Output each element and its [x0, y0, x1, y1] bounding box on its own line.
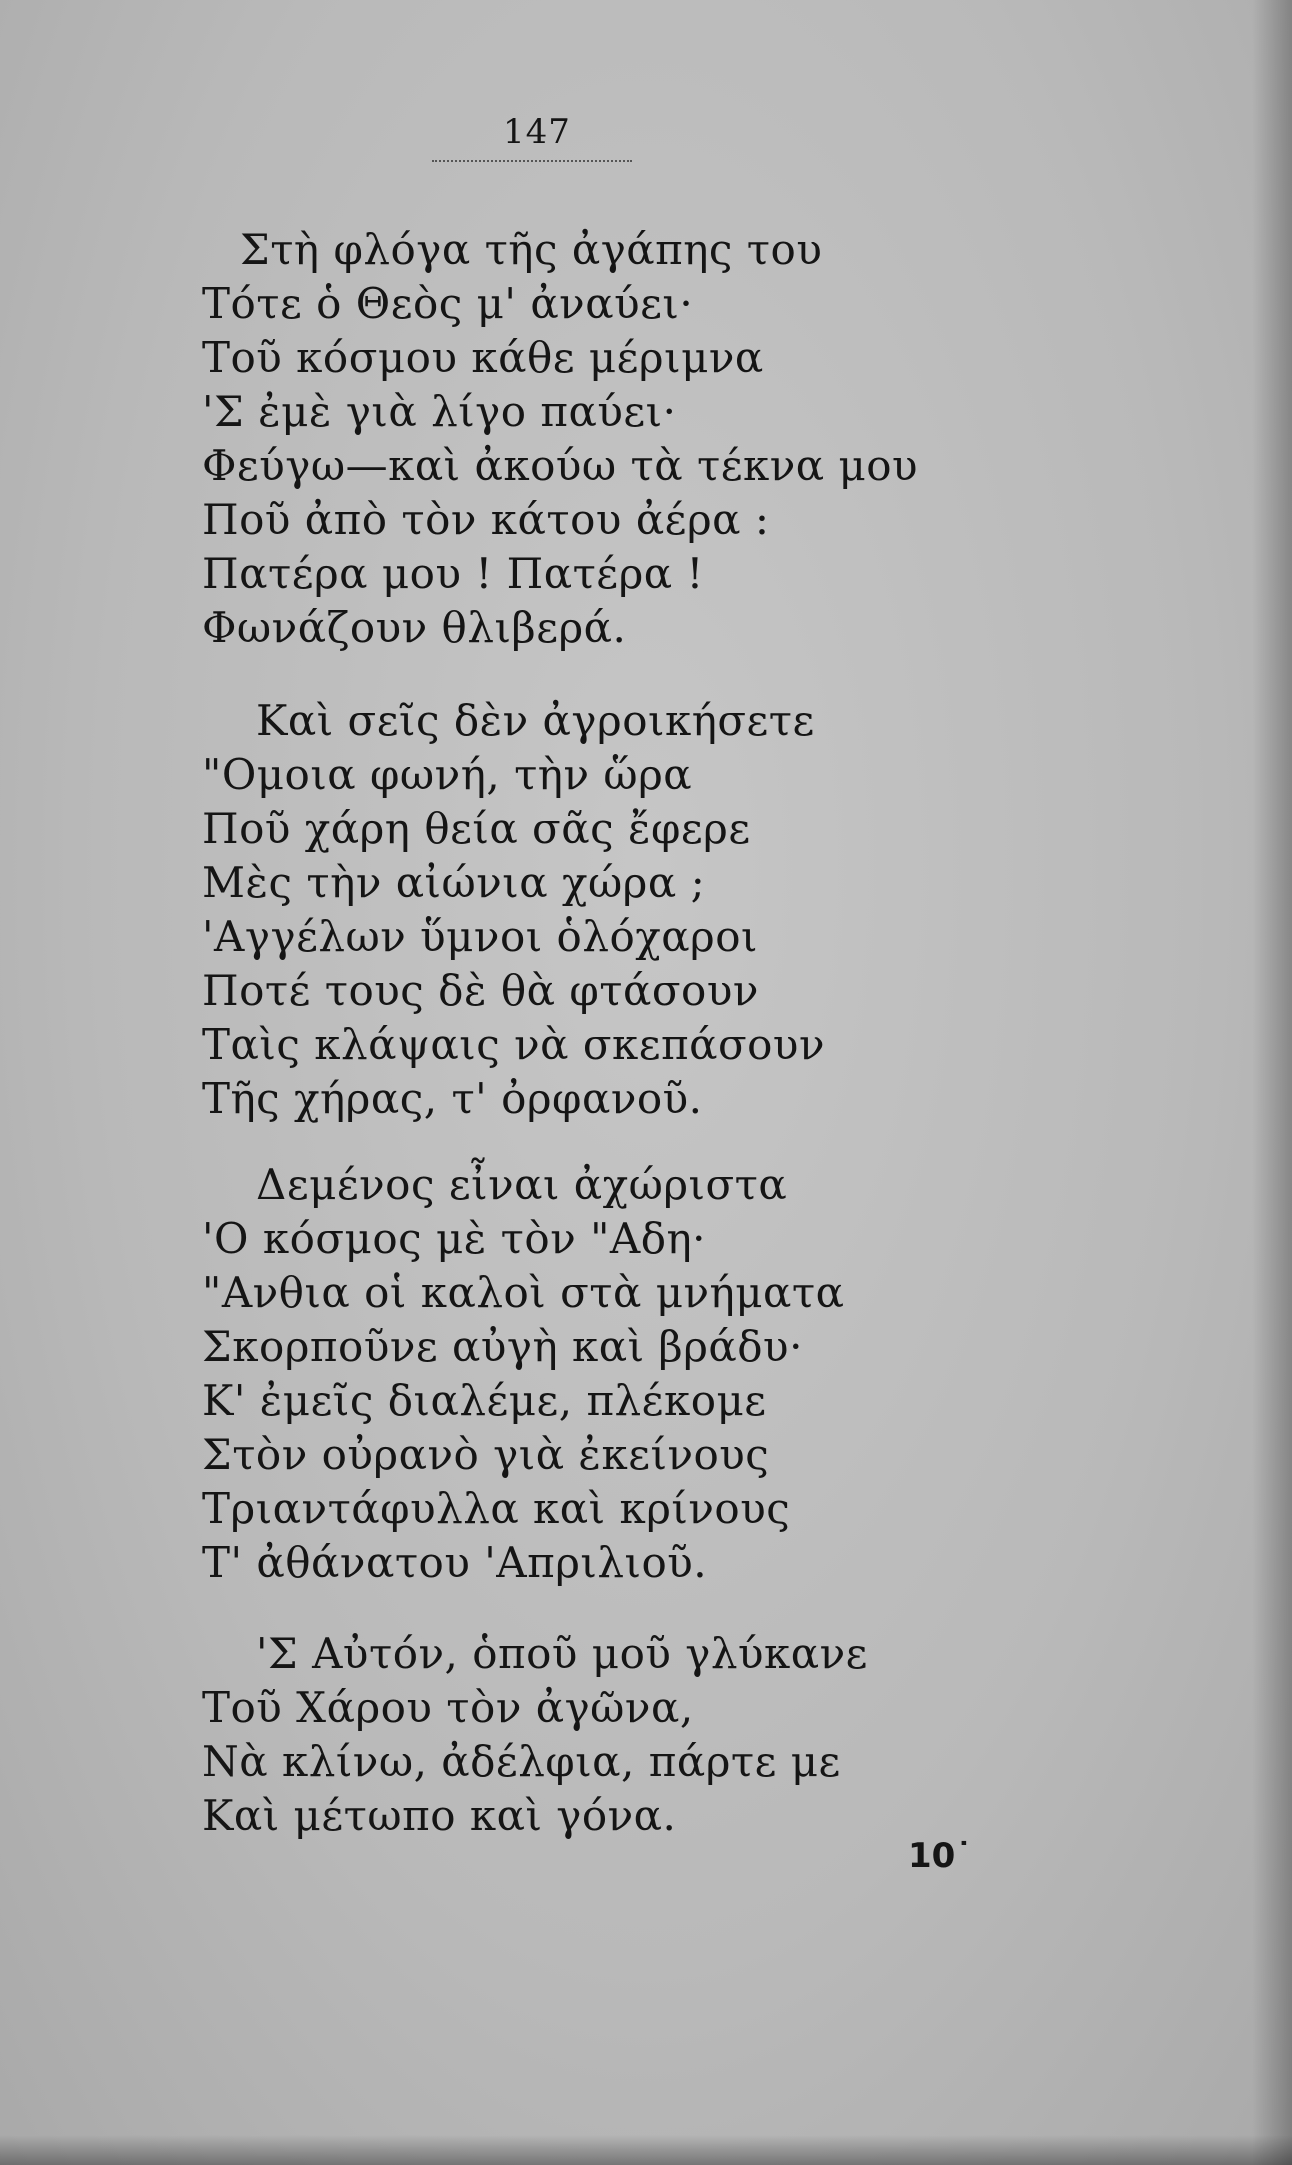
poem-line: Τ' ἀθάνατου 'Απριλιοῦ.	[202, 1538, 708, 1587]
poem-line: Καὶ μέτωπο καὶ γόνα.	[202, 1791, 677, 1840]
poem-line: "Ομοια φωνή, τὴν ὥρα	[202, 750, 693, 799]
poem-line: Νὰ κλίνω, ἀδέλφια, πάρτε με	[202, 1737, 841, 1786]
poem-line: 'Ο κόσμος μὲ τὸν "Αδη·	[202, 1214, 707, 1263]
poem-line: Φωνάζουν θλιβερά.	[202, 603, 627, 652]
poem-line: Μὲς τὴν αἰώνια χώρα ;	[202, 858, 706, 907]
poem-line: Τοῦ Χάρου τὸν ἀγῶνα,	[202, 1683, 694, 1732]
poem-line: Στὸν οὐρανὸ γιὰ ἐκείνους	[202, 1430, 770, 1479]
poem-line: Ταὶς κλάψαις νὰ σκεπάσουν	[202, 1020, 825, 1069]
poem-line: 'Σ Αὐτόν, ὁποῦ μοῦ γλύκανε	[256, 1629, 868, 1678]
poem-line: Φεύγω—καὶ ἀκούω τὰ τέκνα μου	[202, 441, 919, 490]
poem-line: Τῆς χήρας, τ' ὀρφανοῦ.	[202, 1074, 703, 1123]
poem-line: Σκορποῦνε αὐγὴ καὶ βράδυ·	[202, 1322, 803, 1371]
poem-line: Ποτέ τους δὲ θὰ φτάσουν	[202, 966, 759, 1015]
page-bottom-shadow	[0, 2135, 1292, 2165]
poem-line: Καὶ σεῖς δὲν ἀγροικήσετε	[256, 696, 815, 745]
poem-line: 'Σ ἐμὲ γιὰ λίγο παύει·	[202, 387, 677, 436]
poem-line: Δεμένος εἶναι ἀχώριστα	[256, 1160, 788, 1209]
signature-mark: 10˙	[908, 1836, 973, 1876]
page-number: 147	[503, 112, 571, 152]
poem-line: Κ' ἐμεῖς διαλέμε, πλέκομε	[202, 1376, 767, 1425]
poem-line: Ποῦ ἀπὸ τὸν κάτου ἀέρα :	[202, 495, 770, 544]
poem-line: "Ανθια οἱ καλοὶ στὰ μνήματα	[202, 1268, 845, 1317]
poem-line: Τοῦ κόσμου κάθε μέριμνα	[202, 333, 764, 382]
poem-line: Τριαντάφυλλα καὶ κρίνους	[202, 1484, 791, 1533]
page-number-rule	[432, 160, 632, 162]
poem-line: Στὴ φλόγα τῆς ἀγάπης του	[240, 225, 823, 274]
poem-line: Πατέρα μου ! Πατέρα !	[202, 549, 704, 598]
poem-line: Τότε ὁ Θεὸς μ' ἀναύει·	[202, 279, 694, 328]
poem-line: 'Αγγέλων ὕμνοι ὁλόχαροι	[202, 912, 759, 961]
poem-line: Ποῦ χάρη θεία σᾶς ἔφερε	[202, 804, 751, 853]
page-edge-shadow	[1252, 0, 1292, 2165]
